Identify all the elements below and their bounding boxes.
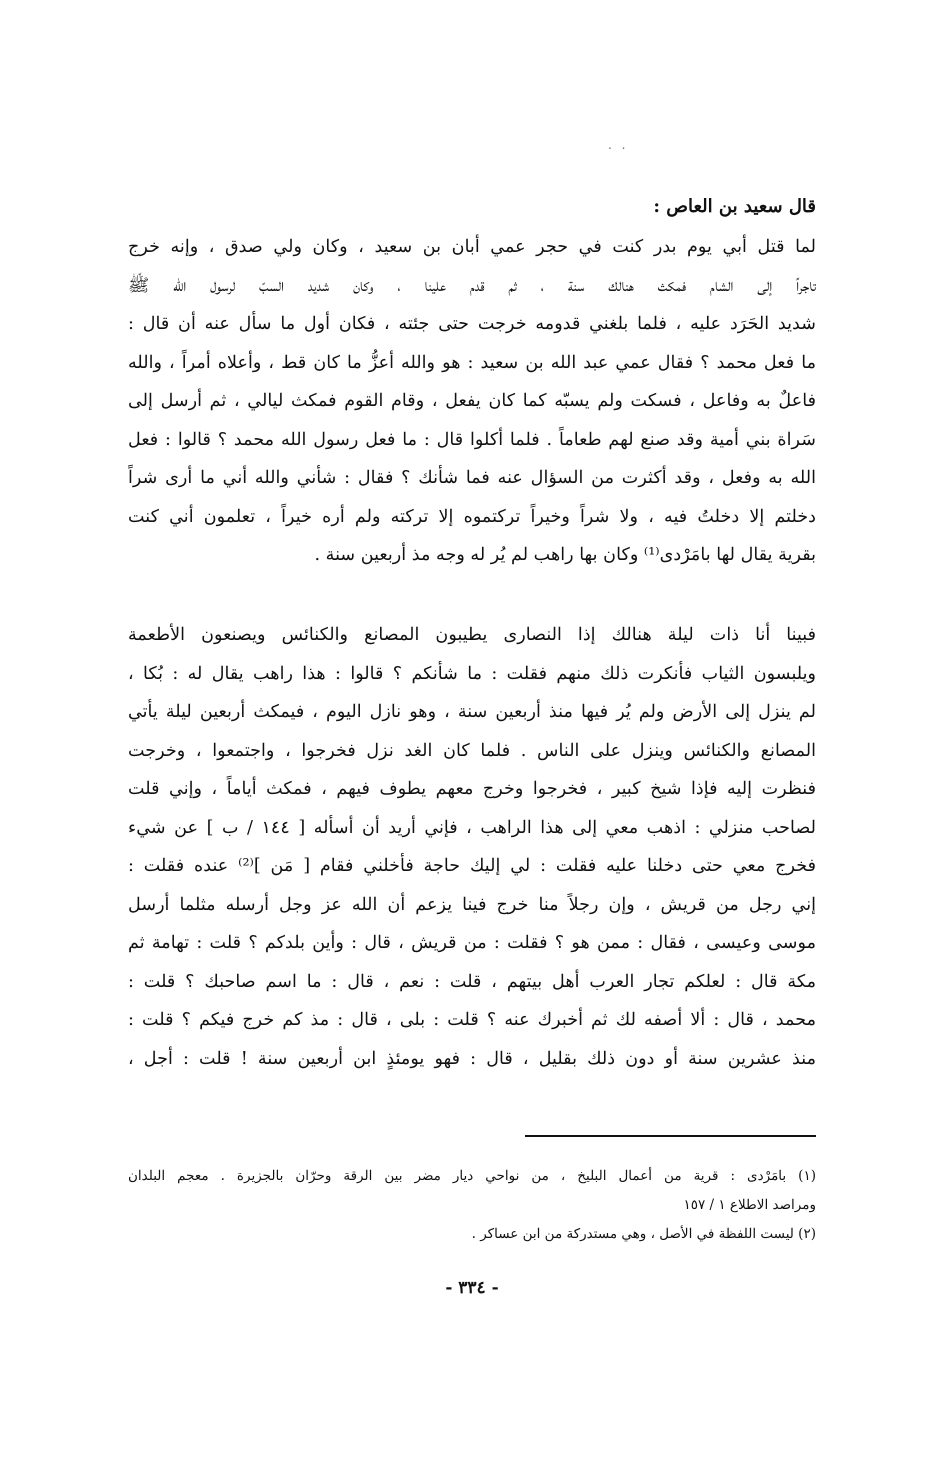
text-line: فاعلٌ به وفاعل ، فسكت ولم يسبّه كما كان يفعل ، وقام القوم فمكث ليالي ، ثم أرسل إلى: [128, 391, 816, 411]
paragraph-1: [128, 228, 816, 575]
text-line: دخلتم إلا دخلتُ فيه ، ولا شراً وخيراً تركتموه إلا تركته ولم أره خيراً ، تعلمون أني كنت: [128, 506, 816, 527]
text-line: موسى وعيسى ، فقال : ممن هو ؟ فقلت : من قريش ، قال : وأين بلدكم ؟ قلت : تهامة ثم: [128, 933, 816, 953]
footnote-1: (١) بامَرْدى : قرية من أعمال البليخ ، من نواحي ديار مضر بين الرقة وحرّان بالجزيرة . معجم البلدان: [128, 1168, 816, 1184]
text-line: فنظرت إليه فإذا شيخ كبير ، فخرجوا وخرج معهم يطوف فيهم ، فمكث أياماً ، وإني قلت: [128, 779, 816, 799]
text-line: لصاحب منزلي : اذهب معي إلى هذا الراهب ، فإني أريد أن أسأله [ ١٤٤ / ب ] عن شيء: [128, 817, 816, 838]
text-line: ما فعل محمد ؟ فقال عمي عبد الله بن سعيد : هو والله أعزُّ ما كان قط ، وأعلاه أمراً ، والله: [128, 352, 816, 373]
footnotes: [128, 1162, 816, 1249]
text-line: مكة قال : لعلكم تجار العرب أهل بيتهم ، قلت : نعم ، قال : ما اسم صاحبك ؟ قلت :: [128, 971, 816, 992]
text-line: لما قتل أبي يوم بدر كنت في حجر عمي أبان بن سعيد ، وكان ولي صدق ، وإنه خرج: [128, 237, 816, 257]
paragraph-2: [128, 616, 816, 1078]
text-line: تاجراً إلى الشام فمكث هنالك سنة ، ثم قدم علينا ، وكان شديد السبّ لرسول الله ﷺ: [128, 275, 816, 296]
text-line: محمد ، قال : ألا أصفه لك ثم أخبرك عنه ؟ قلت : بلى ، قال : مذ كم خرج فيكم ؟ قلت :: [128, 1010, 816, 1030]
footnote-2: (٢) ليست اللفظة في الأصل ، وهي مستدركة من ابن عساكر .: [471, 1226, 816, 1242]
text-line: فبينا أنا ذات ليلة هنالك إذا النصارى يطيبون المصانع والكنائس ويصنعون الأطعمة: [128, 625, 816, 645]
text-line: الله به وفعل ، وقد أكثرت من السؤال عنه فما شأنك ؟ فقال : شأني والله أني ما أرى شراً: [128, 468, 816, 488]
text-line: لم ينزل إلى الأرض ولم يُر فيها منذ أربعين سنة ، وهو نازل اليوم ، فيمكث أربعين ليلة يأتي: [128, 702, 816, 722]
section-heading: قال سعيد بن العاص :: [653, 196, 816, 217]
text-line: سَراة بني أمية وقد صنع لهم طعاماً . فلما أكلوا قال : ما فعل رسول الله محمد ؟ قالوا : فعل: [128, 429, 816, 450]
footnote-divider: [525, 1135, 816, 1137]
text-line: ويلبسون الثياب فأنكرت ذلك منهم فقلت : ما شأنكم ؟ قالوا : هذا راهب يقال له : بُكا ،: [128, 663, 816, 684]
text-line: إني رجل من قريش ، وإن رجلاً منا خرج فينا يزعم أن الله عز وجل أرسله مثلما أرسل: [128, 894, 816, 915]
text-line: فخرج معي حتى دخلنا عليه فقلت : لي إليك حاجة فأخلني فقام [ مَن ]⁽²⁾ عنده فقلت :: [128, 856, 816, 876]
page-number: - ٣٣٤ -: [445, 1278, 499, 1298]
text-line: المصانع والكنائس وينزل على الناس . فلما كان الغد نزل فخرجوا ، واجتمعوا ، وخرجت: [128, 740, 816, 761]
text-line: منذ عشرين سنة أو دون ذلك بقليل ، قال : فهو يومئذٍ ابن أربعين سنة ! قلت : أجل ،: [128, 1048, 816, 1069]
top-mark: . .: [608, 138, 629, 152]
text-line: بقرية يقال لها بامَرْدى⁽¹⁾ وكان بها راهب لم يُر له وجه مذ أربعين سنة .: [314, 545, 816, 565]
footnote-1-continued: ومراصد الاطلاع ١ / ١٥٧: [683, 1197, 816, 1213]
text-line: شديد الحَرَد عليه ، فلما بلغني قدومه خرجت حتى جئته ، فكان أول ما سأل عنه أن قال :: [128, 314, 816, 334]
